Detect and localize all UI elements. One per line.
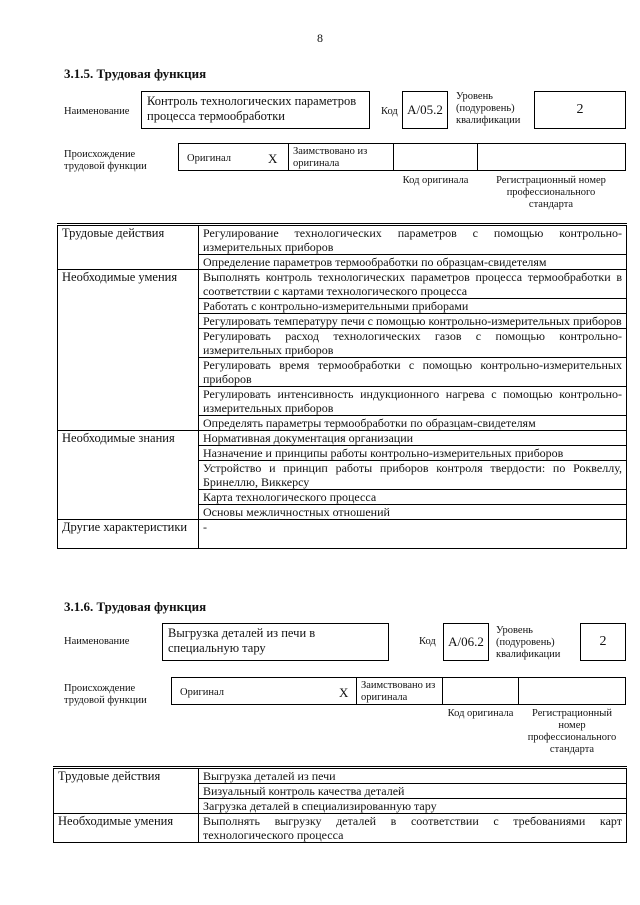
table-cell: Регулировать интенсивность индукционного нагрева с помощью контрольно-измерительных приборов	[199, 387, 627, 416]
reg-number-label-315: Регистрационный номер профессионального стандарта	[496, 175, 606, 210]
borrowed-cell-315	[288, 143, 394, 171]
borrowed-cell-316	[356, 677, 443, 705]
row-label-actions-315: Трудовые действия	[58, 225, 199, 270]
row-label-knowledge-315: Необходимые знания	[58, 431, 199, 520]
original-cell-315	[178, 143, 289, 171]
table-cell: -	[199, 520, 627, 549]
row-label-actions-316: Трудовые действия	[54, 768, 199, 814]
section-title-316: 3.1.6. Трудовая функция	[64, 599, 207, 614]
table-cell: Назначение и принципы работы контрольно-измерительных приборов	[199, 446, 627, 461]
table-cell: Работать с контрольно-измерительными приборами	[199, 299, 627, 314]
table-cell: Регулировать расход технологических газов с помощью контрольно-измерительных приборов	[199, 329, 627, 358]
table-cell: Выполнять выгрузку деталей в соответствии с требованиями карт технологического процесса	[199, 814, 627, 843]
borrowed-label-316: Заимствовано из оригинала	[361, 680, 436, 703]
borrowed-label-315: Заимствовано из оригинала	[293, 146, 368, 169]
code-original-label-315: Код оригинала	[402, 175, 469, 186]
origin-label-315: Происхождение трудовой функции	[64, 149, 147, 172]
table-cell: Определение параметров термообработки по образцам-свидетелям	[199, 255, 627, 270]
reg-number-cell-316	[518, 677, 626, 705]
table-cell: Выгрузка деталей из печи	[199, 768, 627, 784]
table-cell: Определять параметры термообработки по образцам-свидетелям	[199, 416, 627, 431]
code-label-315: Код	[381, 106, 398, 117]
name-value-315: Контроль технологических параметров процесса термообработки	[141, 91, 370, 129]
table-cell: Регулировать температуру печи с помощью контрольно-измерительных приборов	[199, 314, 627, 329]
level-label-315: Уровень (подуровень) квалификации	[456, 91, 521, 126]
table-cell: Визуальный контроль качества деталей	[199, 784, 627, 799]
table-cell: Загрузка деталей в специализированную тару	[199, 799, 627, 814]
code-original-cell-316	[442, 677, 519, 705]
code-original-cell-315	[393, 143, 478, 171]
original-mark-316: X	[339, 685, 349, 700]
original-label-316: Оригинал	[180, 687, 224, 698]
level-value-315: 2	[534, 91, 626, 129]
row-label-skills-315: Необходимые умения	[58, 270, 199, 431]
section-title-315: 3.1.5. Трудовая функция	[64, 66, 207, 81]
requirements-table-316	[53, 766, 627, 843]
table-cell: Выполнять контроль технологических параметров процесса термообработки в соответствии с картами технологического процесса	[199, 270, 627, 299]
table-cell: Регулировать время термообработки с помощью контрольно-измерительных приборов	[199, 358, 627, 387]
original-cell-316	[171, 677, 357, 705]
level-value-316: 2	[580, 623, 626, 661]
code-value-315: A/05.2	[402, 91, 448, 129]
table-cell: Регулирование технологических параметров с помощью контрольно-измерительных приборов	[199, 225, 627, 255]
requirements-table-315	[57, 223, 627, 549]
row-label-skills-316: Необходимые умения	[54, 814, 199, 843]
original-label-315: Оригинал	[187, 153, 231, 164]
table-cell: Устройство и принцип работы приборов контроля твердости: по Роквеллу, Бринеллю, Виккерсу	[199, 461, 627, 490]
page-number: 8	[317, 31, 323, 45]
origin-label-316: Происхождение трудовой функции	[64, 683, 147, 706]
table-cell: Нормативная документация организации	[199, 431, 627, 446]
code-value-316: A/06.2	[443, 623, 489, 661]
table-cell: Карта технологического процесса	[199, 490, 627, 505]
reg-number-cell-315	[477, 143, 626, 171]
code-original-label-316: Код оригинала	[447, 708, 514, 719]
original-mark-315: X	[268, 151, 278, 166]
reg-number-label-316: Регистрационный номер профессионального стандарта	[527, 708, 617, 755]
row-label-other-315: Другие характеристики	[58, 520, 199, 549]
name-label-315: Наименование	[64, 106, 130, 117]
level-label-316: Уровень (подуровень) квалификации	[496, 625, 561, 660]
code-label-316: Код	[419, 636, 436, 647]
name-label-316: Наименование	[64, 636, 130, 647]
name-value-316: Выгрузка деталей из печи в специальную тару	[162, 623, 389, 661]
table-cell: Основы межличностных отношений	[199, 505, 627, 520]
